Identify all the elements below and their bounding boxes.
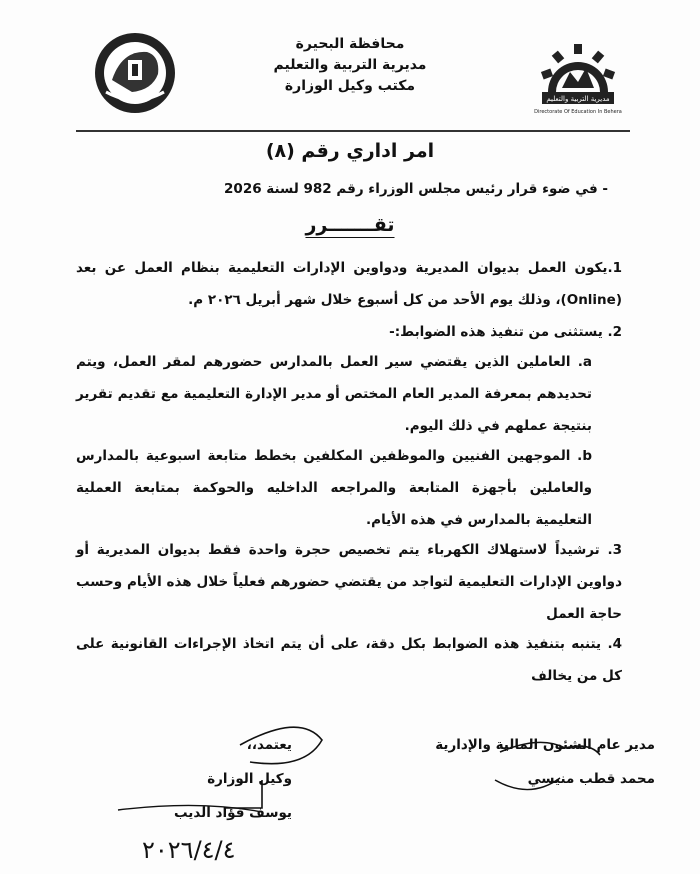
sub-list-item: a. العاملين الذين يقتضي سير العمل بالمدارس حضورهم لمقر العمل، ويتم تحديدهم بمعرفة المدير العام المختص أو مدير الإدارة التعليمية مع تقديم تقرير بنتيجة عملهم في ذلك اليوم. <box>76 354 592 434</box>
order-title: امر اداري رقم (٨) <box>265 140 435 162</box>
signatory-name: محمد قطب منيسي <box>527 771 655 787</box>
list-item: 3. ترشيداً لاستهلاك الكهرباء يتم تخصيص حجرة واحدة فقط بديوان المديرية أو دواوين الإدارات التعليمية لتواجد من يقتضي حضورهم فعلياً خلال هذه الأيام وحسب حاجة العمل <box>76 542 622 622</box>
handwritten-date: ٢٠٢٦/٤/٤ <box>142 836 236 864</box>
signatory-title: مدير عام الشئون المالية والإدارية <box>435 737 655 753</box>
directorate-name: مديرية التربية والتعليم <box>273 57 427 73</box>
intro-line: - في ضوء قرار رئيس مجلس الوزراء رقم 982 لسنة 2026 <box>224 181 608 197</box>
governorate-name: محافظة البحيرة <box>295 36 405 52</box>
decision-heading: تقـــــــرر <box>305 214 395 236</box>
signature-stroke-right-2 <box>495 778 560 790</box>
signature-underline-left <box>118 805 262 812</box>
signatory-name: يوسف فؤاد الديب <box>174 805 292 821</box>
signature-stroke-left <box>240 727 322 764</box>
list-item: 1.يكون العمل بديوان المديرية ودواوين الإدارات التعليمية بنظام العمل عن بعد (Online)، وذلك يوم الأحد من كل أسبوع خلال شهر أبريل ٢٠٢٦ م. <box>76 260 622 308</box>
list-item: 4. يتنبه بتنفيذ هذه الضوابط بكل دقة، على أن يتم اتخاذ الإجراءات القانونية على كل من يخالف <box>76 636 622 684</box>
logo-english-text: Directorate Of Education In Behera <box>534 109 622 115</box>
signatory-title: وكيل الوزارة <box>207 771 292 787</box>
signature-stroke-left-2 <box>225 780 262 808</box>
office-name: مكتب وكيل الوزارة <box>284 78 416 94</box>
sub-list-item: b. الموجهين الفنيين والموظفين المكلفين بخطط متابعة اسبوعية بالمدارس والعاملين بأجهزة المتابعة والمراجعه الداخليه والحوكمة بمتابعة العملية التعليمية بالمدارس في هذه الأيام. <box>76 448 592 528</box>
list-item: 2. يستثنى من تنفيذ هذه الضوابط:- <box>389 324 622 340</box>
signature-stroke-right <box>500 742 600 755</box>
approval-label: يعتمد،، <box>246 737 292 753</box>
logo-arabic-text: مديرية التربية والتعليم <box>546 95 610 103</box>
